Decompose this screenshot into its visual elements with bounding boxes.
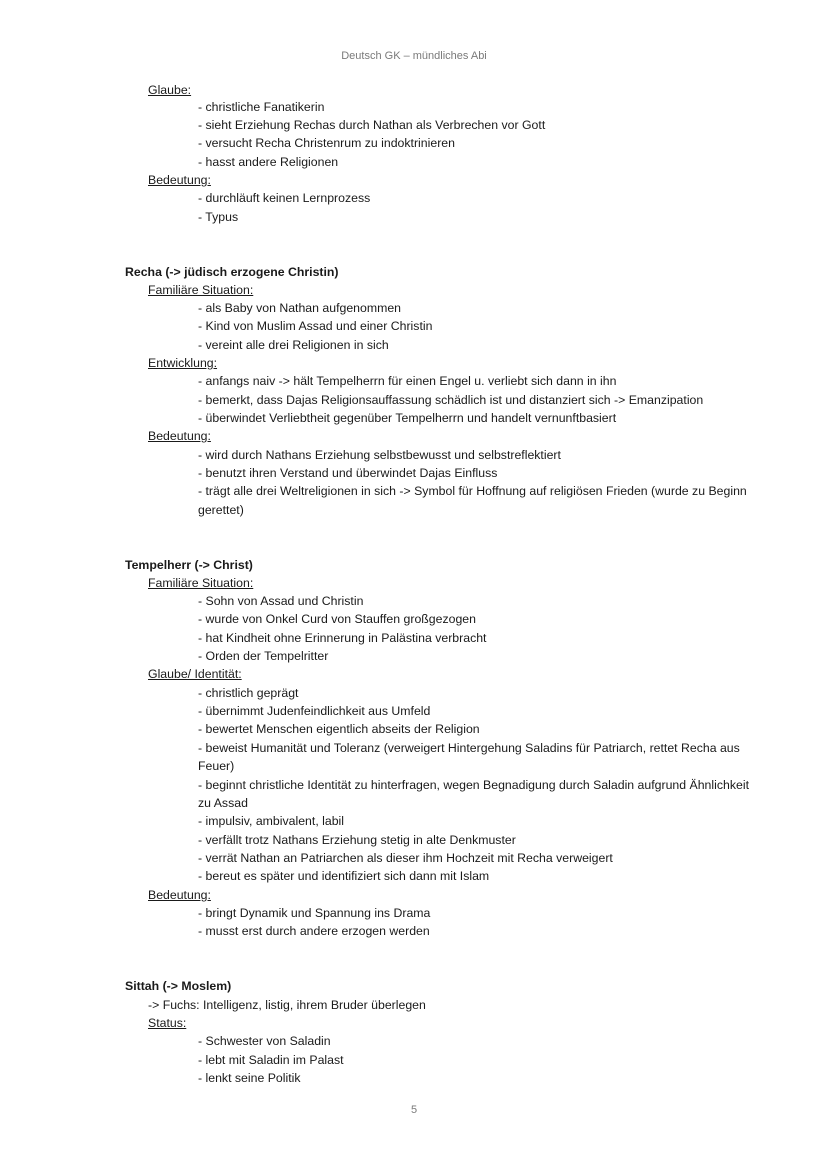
list-item: - Kind von Muslim Assad und einer Christin [198, 319, 433, 333]
list-item: - trägt alle drei Weltreligionen in sich -> Symbol für Hoffnung auf religiösen Frieden (wurde zu Beginn [198, 484, 747, 498]
list-item: - sieht Erziehung Rechas durch Nathan als Verbrechen vor Gott [198, 118, 546, 132]
list-item: - verrät Nathan an Patriarchen als dieser ihm Hochzeit mit Recha verweigert [198, 851, 613, 865]
list-item: - lebt mit Saladin im Palast [198, 1053, 344, 1067]
list-item: - durchläuft keinen Lernprozess [198, 191, 371, 205]
list-item: - bemerkt, dass Dajas Religionsauffassung schädlich ist und distanziert sich -> Emanzipation [198, 393, 704, 407]
list-item: - Typus [198, 210, 239, 224]
subheading-bedeutung: Bedeutung: [148, 173, 211, 187]
list-item: - wird durch Nathans Erziehung selbstbewusst und selbstreflektiert [198, 448, 561, 462]
list-item: - Orden der Tempelritter [198, 649, 329, 663]
list-item-continuation: gerettet) [198, 503, 244, 517]
list-item: - christliche Fanatikerin [198, 100, 325, 114]
subheading-familiaere-situation: Familiäre Situation: [148, 283, 254, 297]
list-item: - beweist Humanität und Toleranz (verweigert Hintergehung Saladins für Patriarch, rettet Recha aus [198, 741, 740, 755]
list-item: - hat Kindheit ohne Erinnerung in Palästina verbracht [198, 631, 487, 645]
subheading-familiaere-situation: Familiäre Situation: [148, 576, 254, 590]
section-title-tempelherr: Tempelherr (-> Christ) [125, 558, 253, 572]
list-item: - lenkt seine Politik [198, 1071, 301, 1085]
list-item: - als Baby von Nathan aufgenommen [198, 301, 402, 315]
list-item: - benutzt ihren Verstand und überwindet Dajas Einfluss [198, 466, 498, 480]
section-title-recha: Recha (-> jüdisch erzogene Christin) [125, 265, 339, 279]
page-number: 5 [410, 1104, 418, 1116]
list-item: - anfangs naiv -> hält Tempelherrn für einen Engel u. verliebt sich dann in ihn [198, 374, 617, 388]
list-item-continuation: zu Assad [198, 796, 248, 810]
list-item: - verfällt trotz Nathans Erziehung stetig in alte Denkmuster [198, 833, 516, 847]
list-item: - christlich geprägt [198, 686, 299, 700]
list-item: - versucht Recha Christenrum zu indoktrinieren [198, 136, 455, 150]
subheading-bedeutung: Bedeutung: [148, 888, 211, 902]
section-title-sittah: Sittah (-> Moslem) [125, 979, 232, 993]
subheading-glaube: Glaube: [148, 83, 192, 97]
characterization-line: -> Fuchs: Intelligenz, listig, ihrem Bruder überlegen [148, 998, 426, 1012]
list-item: - musst erst durch andere erzogen werden [198, 924, 430, 938]
subheading-entwicklung: Entwicklung: [148, 356, 218, 370]
subheading-glaube-identitaet: Glaube/ Identität: [148, 667, 242, 681]
subheading-bedeutung: Bedeutung: [148, 429, 211, 443]
list-item: - überwindet Verliebtheit gegenüber Tempelherrn und handelt vernunftbasiert [198, 411, 617, 425]
list-item: - Schwester von Saladin [198, 1034, 331, 1048]
subheading-status: Status: [148, 1016, 187, 1030]
list-item: - vereint alle drei Religionen in sich [198, 338, 389, 352]
list-item: - übernimmt Judenfeindlichkeit aus Umfeld [198, 704, 431, 718]
list-item: - bewertet Menschen eigentlich abseits der Religion [198, 722, 480, 736]
list-item: - Sohn von Assad und Christin [198, 594, 364, 608]
list-item: - hasst andere Religionen [198, 155, 339, 169]
list-item: - bringt Dynamik und Spannung ins Drama [198, 906, 431, 920]
list-item-continuation: Feuer) [198, 759, 235, 773]
list-item: - impulsiv, ambivalent, labil [198, 814, 345, 828]
list-item: - beginnt christliche Identität zu hinterfragen, wegen Begnadigung durch Saladin aufgrund Ähnlichkeit [198, 778, 749, 792]
list-item: - bereut es später und identifiziert sich dann mit Islam [198, 869, 490, 883]
list-item: - wurde von Onkel Curd von Stauffen großgezogen [198, 612, 476, 626]
page-header: Deutsch GK – mündliches Abi [341, 50, 487, 62]
